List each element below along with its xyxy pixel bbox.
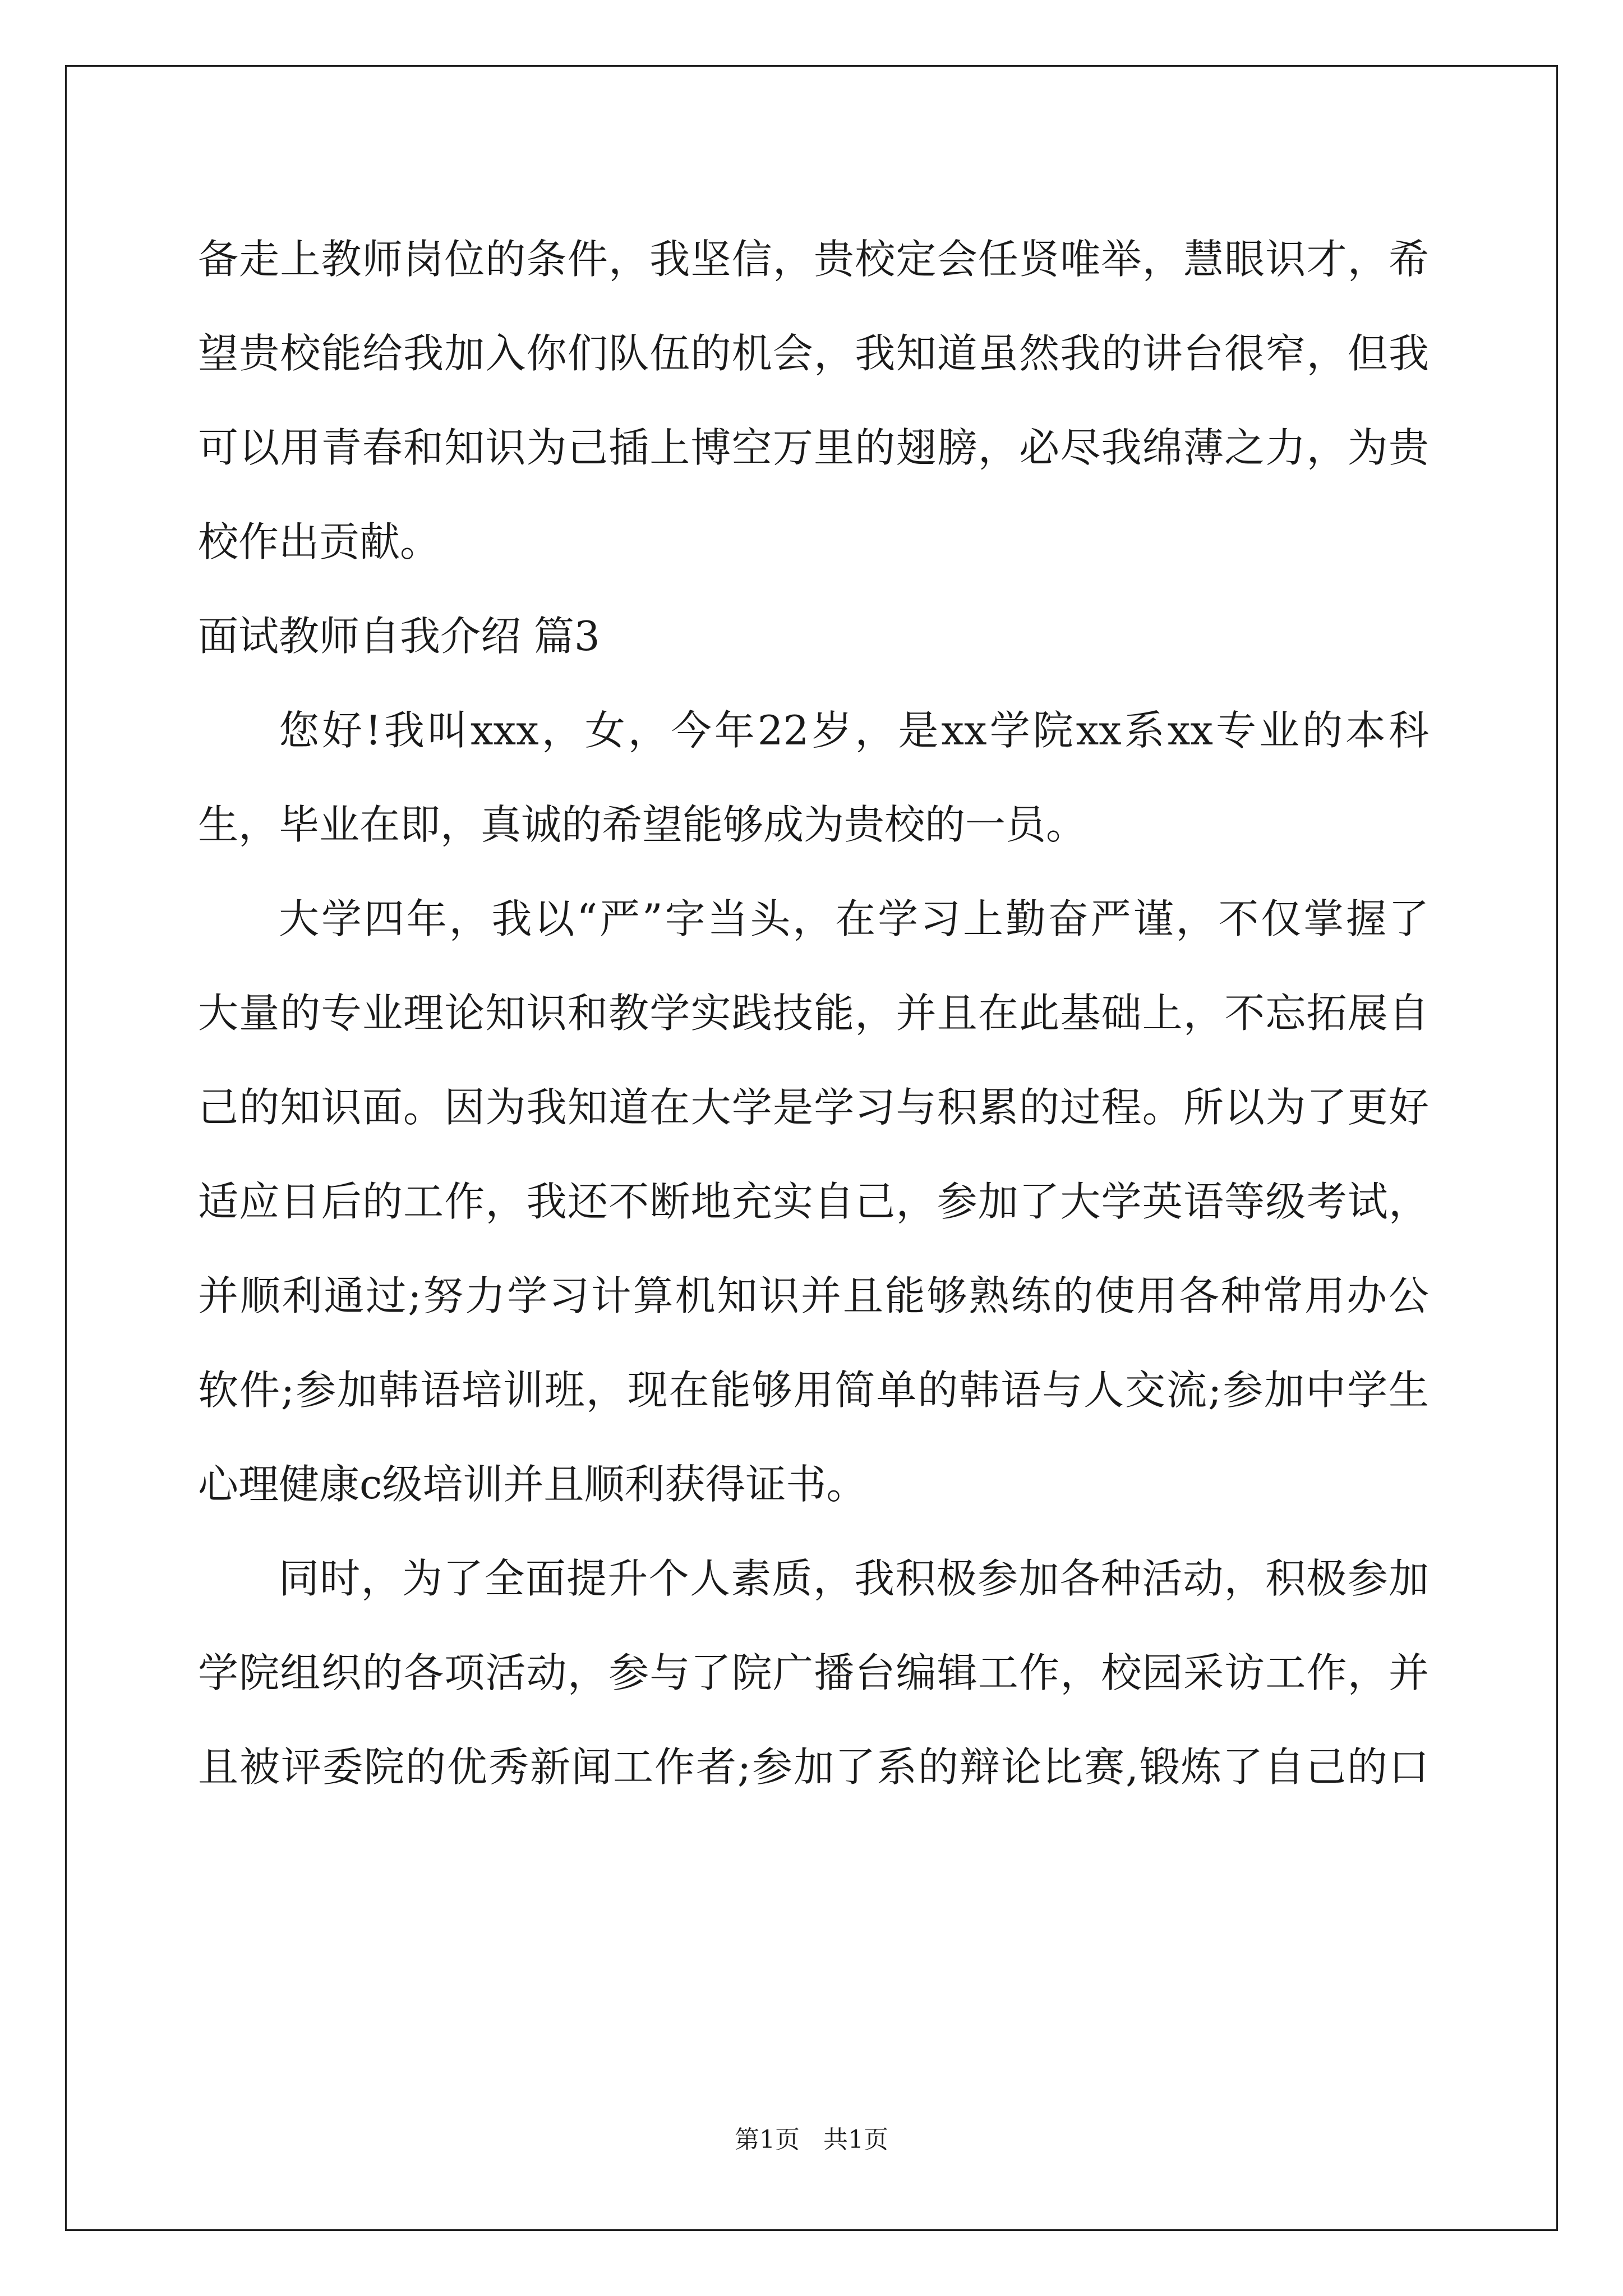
text-line: 且被评委院的优秀新闻工作者;参加了系的辩论比赛,锻炼了自己的口 [198,1743,1429,1791]
text-line: 可以用青春和知识为己插上博空万里的翅膀，必尽我绵薄之力，为贵 [198,424,1429,471]
page-footer [0,2123,1623,2157]
page-number: 第1页 [735,2125,800,2154]
text-line: 心理健康c级培训并且顺利获得证书。 [198,1461,867,1508]
document-body [198,212,1429,1814]
text-line: 学院组织的各项活动，参与了院广播台编辑工作，校园采访工作，并 [198,1649,1429,1696]
text-line: 己的知识面。因为我知道在大学是学习与积累的过程。所以为了更好 [198,1084,1429,1131]
text-line: 同时，为了全面提升个人素质，我积极参加各种活动，积极参加 [279,1555,1429,1602]
text-line: 适应日后的工作，我还不断地充实自己，参加了大学英语等级考试， [198,1178,1429,1225]
text-line: 大学四年，我以“严”字当头，在学习上勤奋严谨，不仅掌握了 [279,895,1429,942]
page-total: 共1页 [823,2125,888,2154]
text-line: 备走上教师岗位的条件，我坚信，贵校定会任贤唯举，慧眼识才，希 [198,236,1429,283]
text-line: 并顺利通过;努力学习计算机知识并且能够熟练的使用各种常用办公 [198,1272,1429,1319]
text-line: 望贵校能给我加入你们队伍的机会，我知道虽然我的讲台很窄，但我 [198,330,1429,377]
text-line: 您好!我叫xxx，女，今年22岁，是xx学院xx系xx专业的本科 [279,707,1429,754]
text-line: 大量的专业理论知识和教学实践技能，并且在此基础上，不忘拓展自 [198,990,1429,1037]
text-line: 软件;参加韩语培训班，现在能够用简单的韩语与人交流;参加中学生 [198,1366,1429,1414]
text-line: 校作出贡献。 [198,518,441,565]
section-heading: 面试教师自我介绍 篇3 [198,613,600,660]
text-line: 生，毕业在即，真诚的希望能够成为贵校的一员。 [198,801,1087,848]
